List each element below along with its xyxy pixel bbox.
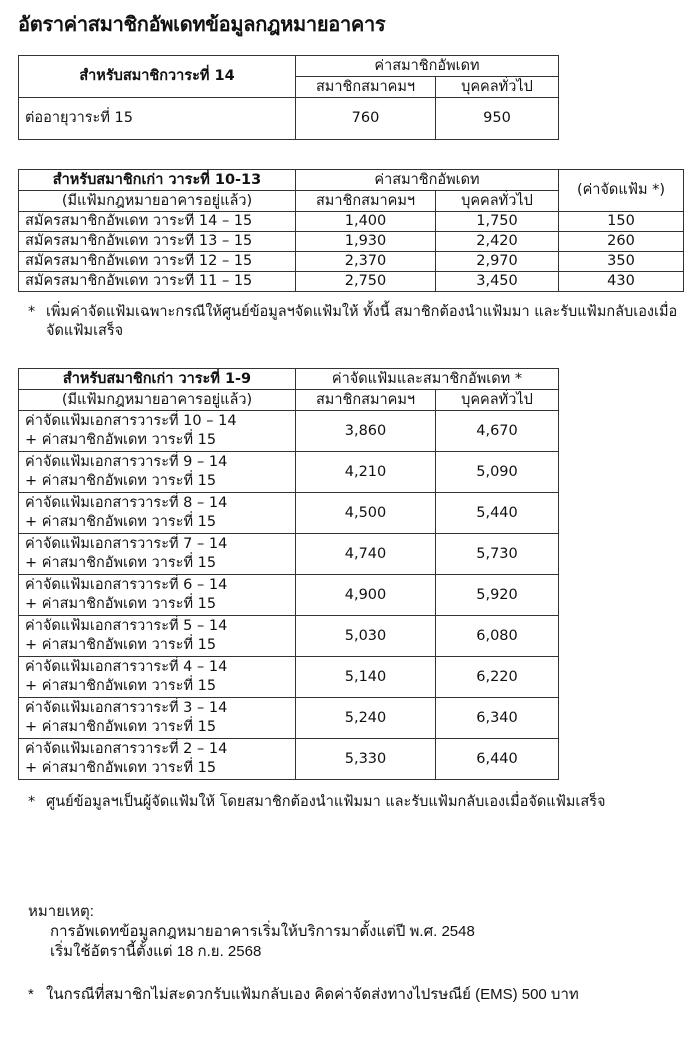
notes-line-2: เริ่มใช้อัตรานี้ตั้งแต่ 18 ก.ย. 2568 (50, 943, 262, 960)
general-price: 6,340 (436, 698, 559, 739)
filing-fee: 430 (559, 272, 684, 292)
row-label-line1: ค่าจัดแฟ้มเอกสารวาระที่ 7 – 14 (25, 536, 228, 552)
table3-col-member: สมาชิกสมาคมฯ (296, 390, 436, 411)
general-price: 5,440 (436, 493, 559, 534)
row-label: ต่ออายุวาระที่ 15 (19, 98, 296, 140)
page-title: อัตราค่าสมาชิกอัพเดทข้อมูลกฎหมายอาคาร (18, 12, 386, 36)
table-row (19, 411, 559, 452)
table-row (19, 657, 559, 698)
general-price: 6,440 (436, 739, 559, 780)
row-label-line1: ค่าจัดแฟ้มเอกสารวาระที่ 3 – 14 (25, 700, 228, 716)
row-label (19, 534, 296, 575)
row-label (19, 698, 296, 739)
table2-col-member: สมาชิกสมาคมฯ (296, 191, 436, 212)
general-price: 5,920 (436, 575, 559, 616)
filing-fee: 260 (559, 232, 684, 252)
table3-footnote (28, 793, 678, 812)
table-terms-10-13 (18, 169, 684, 292)
row-label-line1: ค่าจัดแฟ้มเอกสารวาระที่ 2 – 14 (25, 741, 228, 757)
row-label-line1: ค่าจัดแฟ้มเอกสารวาระที่ 5 – 14 (25, 618, 228, 634)
row-label (19, 616, 296, 657)
asterisk: * (28, 304, 36, 320)
member-price: 2,750 (296, 272, 436, 292)
row-label-line1: ค่าจัดแฟ้มเอกสารวาระที่ 9 – 14 (25, 454, 228, 470)
table2-col-filing: (ค่าจัดแฟ้ม *) (559, 170, 684, 212)
general-price: 5,090 (436, 452, 559, 493)
filing-fee: 150 (559, 212, 684, 232)
table-row (19, 698, 559, 739)
table3-group-header: ค่าจัดแฟ้มและสมาชิกอัพเดท * (296, 369, 559, 390)
member-price: 3,860 (296, 411, 436, 452)
table-row (19, 232, 684, 252)
notes-section (28, 902, 475, 962)
member-price: 5,330 (296, 739, 436, 780)
row-label (19, 411, 296, 452)
member-price: 5,240 (296, 698, 436, 739)
row-label-line1: ค่าจัดแฟ้มเอกสารวาระที่ 8 – 14 (25, 495, 228, 511)
ems-note-text: ในกรณีที่สมาชิกไม่สะดวกรับแฟ้มกลับเอง คิดค่าจัดส่งทางไปรษณีย์ (EMS) 500 บาท (46, 986, 579, 1003)
row-label: สมัครสมาชิกอัพเดท วาระที่ 11 – 15 (19, 272, 296, 292)
table-terms-1-9 (18, 368, 559, 780)
footnote-text: เพิ่มค่าจัดแฟ้มเฉพาะกรณีให้ศูนย์ข้อมูลฯจัดแฟ้มให้ ทั้งนี้ สมาชิกต้องนำแฟ้มมา และรับแฟ้มกลับเองเมื่อจัดแฟ้มเสร็จ (46, 304, 678, 339)
table-row (19, 575, 559, 616)
row-label: สมัครสมาชิกอัพเดท วาระที่ 14 – 15 (19, 212, 296, 232)
row-label (19, 739, 296, 780)
footnote-text: ศูนย์ข้อมูลฯเป็นผู้จัดแฟ้มให้ โดยสมาชิกต้องนำแฟ้มมา และรับแฟ้มกลับเองเมื่อจัดแฟ้มเสร็จ (46, 794, 606, 810)
general-price: 1,750 (436, 212, 559, 232)
notes-line-1: การอัพเดทข้อมูลกฎหมายอาคารเริ่มให้บริการมาตั้งแต่ปี พ.ศ. 2548 (50, 923, 475, 940)
asterisk: * (28, 986, 34, 1003)
general-price: 2,420 (436, 232, 559, 252)
row-label (19, 452, 296, 493)
row-label (19, 657, 296, 698)
table3-header: สำหรับสมาชิกเก่า วาระที่ 1-9 (19, 369, 296, 390)
table-row (19, 534, 559, 575)
member-price: 1,930 (296, 232, 436, 252)
table3-col-general: บุคคลทั่วไป (436, 390, 559, 411)
table-row (19, 493, 559, 534)
member-price: 5,030 (296, 616, 436, 657)
ems-note (28, 985, 678, 1005)
table-term-14 (18, 55, 559, 140)
general-price: 5,730 (436, 534, 559, 575)
row-label-line2: + ค่าสมาชิกอัพเดท วาระที่ 15 (25, 473, 217, 489)
general-price: 3,450 (436, 272, 559, 292)
member-price: 2,370 (296, 252, 436, 272)
member-price: 4,500 (296, 493, 436, 534)
member-price: 4,210 (296, 452, 436, 493)
table2-col-general: บุคคลทั่วไป (436, 191, 559, 212)
row-label-line1: ค่าจัดแฟ้มเอกสารวาระที่ 6 – 14 (25, 577, 228, 593)
row-label-line2: + ค่าสมาชิกอัพเดท วาระที่ 15 (25, 514, 217, 530)
general-price: 6,220 (436, 657, 559, 698)
table2-header: สำหรับสมาชิกเก่า วาระที่ 10-13 (19, 170, 296, 191)
filing-fee: 350 (559, 252, 684, 272)
table-row (19, 616, 559, 657)
row-label-line2: + ค่าสมาชิกอัพเดท วาระที่ 15 (25, 555, 217, 571)
general-price: 2,970 (436, 252, 559, 272)
row-label-line2: + ค่าสมาชิกอัพเดท วาระที่ 15 (25, 760, 217, 776)
row-label-line1: ค่าจัดแฟ้มเอกสารวาระที่ 10 – 14 (25, 413, 237, 429)
general-price: 950 (436, 98, 559, 140)
general-price: 4,670 (436, 411, 559, 452)
table1-col-member: สมาชิกสมาคมฯ (296, 77, 436, 98)
table-row (19, 212, 684, 232)
table3-subheader: (มีแฟ้มกฎหมายอาคารอยู่แล้ว) (19, 390, 296, 411)
row-label-line2: + ค่าสมาชิกอัพเดท วาระที่ 15 (25, 678, 217, 694)
member-price: 4,900 (296, 575, 436, 616)
row-label (19, 493, 296, 534)
table2-footnote (28, 303, 678, 341)
table-row (19, 98, 559, 140)
row-label-line1: ค่าจัดแฟ้มเอกสารวาระที่ 4 – 14 (25, 659, 228, 675)
row-label: สมัครสมาชิกอัพเดท วาระที่ 12 – 15 (19, 252, 296, 272)
row-label-line2: + ค่าสมาชิกอัพเดท วาระที่ 15 (25, 719, 217, 735)
table1-group-header: ค่าสมาชิกอัพเดท (296, 56, 559, 77)
asterisk: * (28, 794, 36, 810)
general-price: 6,080 (436, 616, 559, 657)
table-row (19, 739, 559, 780)
member-price: 5,140 (296, 657, 436, 698)
table-row (19, 252, 684, 272)
member-price: 1,400 (296, 212, 436, 232)
row-label-line2: + ค่าสมาชิกอัพเดท วาระที่ 15 (25, 432, 217, 448)
table-row (19, 272, 684, 292)
table1-col-general: บุคคลทั่วไป (436, 77, 559, 98)
member-price: 4,740 (296, 534, 436, 575)
table1-header: สำหรับสมาชิกวาระที่ 14 (19, 56, 296, 98)
row-label: สมัครสมาชิกอัพเดท วาระที่ 13 – 15 (19, 232, 296, 252)
row-label-line2: + ค่าสมาชิกอัพเดท วาระที่ 15 (25, 637, 217, 653)
table2-subheader: (มีแฟ้มกฎหมายอาคารอยู่แล้ว) (19, 191, 296, 212)
row-label (19, 575, 296, 616)
table2-group-header: ค่าสมาชิกอัพเดท (296, 170, 559, 191)
row-label-line2: + ค่าสมาชิกอัพเดท วาระที่ 15 (25, 596, 217, 612)
table-row (19, 452, 559, 493)
notes-heading: หมายเหตุ: (28, 903, 94, 920)
member-price: 760 (296, 98, 436, 140)
